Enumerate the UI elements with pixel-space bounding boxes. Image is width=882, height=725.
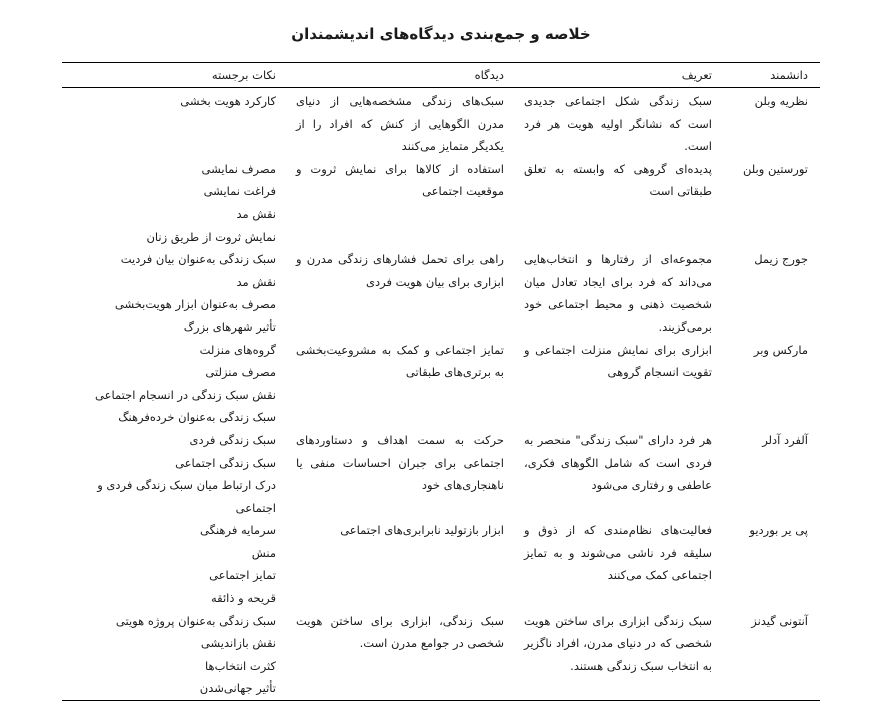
scholar-cell: آلفرد آدلر xyxy=(762,432,808,447)
header-row xyxy=(62,63,820,88)
definition-cell: سبک زندگی شکل اجتماعی جدیدی است که نشانگر اولیه هویت هر فرد است. xyxy=(524,94,712,154)
highlight-item: مصرف به‌عنوان ابزار هویت‌بخشی xyxy=(114,297,276,312)
viewpoint-cell: سبک‌های زندگی مشخصه‌هایی از دنیای مدرن الگوهایی از کنش که افراد را از یکدیگر متمایز می‌کنند xyxy=(296,94,504,154)
definition-cell: فعالیت‌های نظام‌مندی که از ذوق و سلیقه فرد ناشی می‌شوند و به تمایز اجتماعی کمک می‌کنند xyxy=(524,523,712,583)
table-row xyxy=(62,88,820,158)
highlight-item: سبک زندگی به‌عنوان بیان فردیت xyxy=(120,252,276,267)
table-row xyxy=(62,519,820,609)
header-highlights: نکات برجسته xyxy=(62,63,288,88)
definition-cell: مجموعه‌ای از رفتارها و انتخاب‌هایی می‌داند که فرد برای ایجاد تعادل میان شخصیت ذهنی و محیط اجتماعی خود برمی‌گزیند. xyxy=(524,252,712,334)
highlight-item: سبک زندگی به‌عنوان پروژه هویتی xyxy=(115,613,276,628)
highlight-item: سبک زندگی فردی xyxy=(189,432,276,447)
highlight-item: گروه‌های منزلت xyxy=(199,342,276,357)
header-definition: تعریف xyxy=(516,63,724,88)
scholar-cell: مارکس وبر xyxy=(753,342,808,357)
highlights-cell xyxy=(62,248,288,338)
highlights-cell xyxy=(62,429,288,519)
table-body xyxy=(62,88,820,701)
highlight-item: کثرت انتخاب‌ها xyxy=(205,658,276,673)
highlight-item: کارکرد هویت بخشی xyxy=(180,94,276,108)
table-row xyxy=(62,248,820,338)
highlight-item: تأثیر جهانی‌شدن xyxy=(199,681,276,696)
scholar-cell: جورج زیمل xyxy=(754,252,808,267)
highlight-item: سبک زندگی اجتماعی xyxy=(175,455,276,470)
highlight-item: تأثیر شهرهای بزرگ xyxy=(183,319,276,334)
viewpoint-cell: راهی برای تحمل فشارهای زندگی مدرن و ابزاری برای بیان هویت فردی xyxy=(296,252,504,289)
highlight-item: نقش مد xyxy=(236,274,276,289)
highlight-item: مصرف نمایشی xyxy=(201,161,276,176)
highlight-item: سبک زندگی به‌عنوان خرده‌فرهنگ xyxy=(118,410,276,425)
table-row xyxy=(62,610,820,701)
definition-cell: هر فرد دارای "سبک زندگی" منحصر به فردی است که شامل الگوهای فکری، عاطفی و رفتاری می‌شود xyxy=(524,432,712,493)
definition-cell: پدیده‌ای گروهی که وابسته به تعلق طبقاتی است xyxy=(524,161,712,199)
scholar-cell: تورستین وبلن xyxy=(743,161,808,176)
viewpoint-cell: استفاده از کالاها برای نمایش ثروت و موقعیت اجتماعی xyxy=(296,161,504,199)
table-row xyxy=(62,429,820,519)
viewpoint-cell: سبک زندگی، ابزاری برای ساختن هویت شخصی در جوامع مدرن است. xyxy=(288,610,516,701)
viewpoint-cell: تمایز اجتماعی و کمک به مشروعیت‌بخشی به برتری‌های طبقاتی xyxy=(296,342,504,380)
scholar-cell: آنتونی گیدنز xyxy=(724,610,820,701)
highlights-cell xyxy=(62,519,288,609)
highlights-cell xyxy=(62,158,288,248)
definition-cell: ابزاری برای نمایش منزلت اجتماعی و تقویت انسجام گروهی xyxy=(524,342,712,380)
highlight-item: فراغت نمایشی xyxy=(203,184,276,199)
table-row xyxy=(62,158,820,248)
header-viewpoint: دیدگاه xyxy=(288,63,516,88)
highlight-item: منش xyxy=(251,545,276,560)
highlight-item: سرمایه فرهنگی xyxy=(200,523,276,538)
highlight-item: نقش مد xyxy=(236,206,276,221)
highlight-item: نقش سبک زندگی در انسجام اجتماعی xyxy=(95,387,276,402)
highlights-cell xyxy=(62,88,288,158)
highlights-cell xyxy=(62,339,288,429)
scholar-cell: نظریه وبلن xyxy=(754,94,808,108)
table-row xyxy=(62,339,820,429)
viewpoint-cell: حرکت به سمت اهداف و دستاوردهای اجتماعی برای جبران احساسات منفی یا ناهنجاری‌های خود xyxy=(296,432,504,493)
highlight-item: درک ارتباط میان سبک زندگی فردی و اجتماعی xyxy=(97,478,276,515)
highlight-item: نقش بازاندیشی xyxy=(200,636,276,651)
highlight-item: مصرف منزلتی xyxy=(205,365,276,380)
document-title: خلاصه و جمع‌بندی دیدگاه‌های اندیشمندان xyxy=(291,25,591,43)
scholar-cell: پی یر بوردیو xyxy=(749,523,808,538)
highlight-item: قریحه و ذائقه xyxy=(211,591,276,606)
highlight-item: نمایش ثروت از طریق زنان xyxy=(146,229,276,244)
highlight-item: تمایز اجتماعی xyxy=(209,568,276,583)
viewpoint-cell: ابزار بازتولید نابرابری‌های اجتماعی xyxy=(340,523,504,538)
highlights-cell xyxy=(62,610,288,701)
definition-cell: سبک زندگی ابزاری برای ساختن هویت شخصی که در دنیای مدرن، افراد ناگزیر به انتخاب سبک زندگی هستند. xyxy=(516,610,724,701)
header-scholar: دانشمند xyxy=(724,63,820,88)
table-header xyxy=(62,63,820,88)
summary-table xyxy=(62,62,820,701)
